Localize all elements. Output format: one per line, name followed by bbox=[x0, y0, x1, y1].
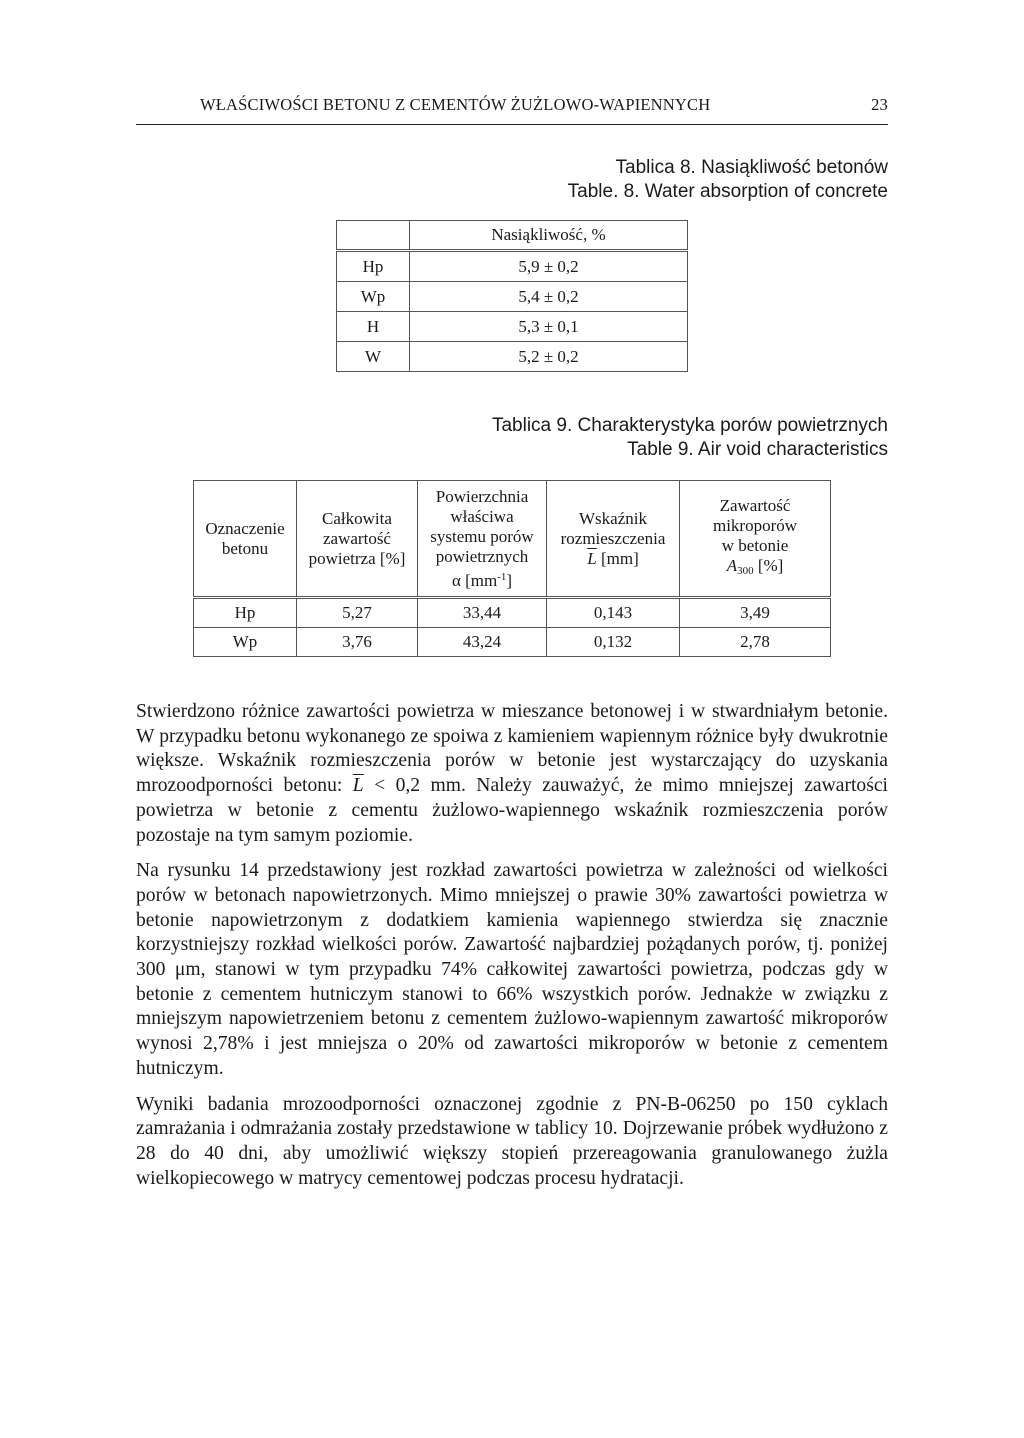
table8-caption-en: Table. 8. Water absorption of concrete bbox=[567, 181, 888, 202]
table-row bbox=[337, 342, 688, 372]
table9-header-spacing-factor: Wskaźnik rozmieszczenia $\overline{L}$ [mm] bbox=[547, 481, 680, 598]
table9-cell: 33,44 bbox=[418, 598, 547, 628]
table-row bbox=[337, 251, 688, 282]
table-row bbox=[337, 282, 688, 312]
table8-label: W bbox=[337, 342, 410, 372]
table8-caption-pl: Tablica 8. Nasiąkliwość betonów bbox=[615, 157, 888, 178]
table8-value: 5,2 ± 0,2 bbox=[410, 342, 688, 372]
table9-header-specific-surface: Powierzchnia właściwa systemu porów powietrznych α $[mm^{-1}]$ bbox=[418, 481, 547, 598]
header-rule bbox=[136, 124, 888, 125]
table9-cell: 0,143 bbox=[547, 598, 680, 628]
body-text bbox=[136, 700, 888, 1202]
table9-cell: Hp bbox=[194, 598, 297, 628]
table9-cell: 43,24 bbox=[418, 628, 547, 657]
page-number: 23 bbox=[871, 95, 888, 114]
table-row bbox=[194, 598, 831, 628]
paragraph-2: Na rysunku 14 przedstawiony jest rozkład zawartości powietrza w zależności od wielkości porów w betonach napowietrzonych. Mimo mniejszej o prawie 30% zawartości powietrza w betonie napowietrzonym z dodatkiem kamienia wapiennego stwierdza się znacznie korzystniejszy rozkład wielkości porów. Zawartość najbardziej pożądanych porów, tj. poniżej 300 μm, stanowi w tym przypadku 74% całkowitej zawartości powietrza, podczas gdy w betonie z cementem hutniczym stanowi to 66% wszystkich porów. Jednakże w związku z mniejszym napowietrzeniem betonu z cementem żużlowo-wapiennym zawartość mikroporów wynosi 2,78% i jest mniejsza o 20% od zawartości mikroporów w betonie z cementem hutniczym. bbox=[136, 860, 888, 1079]
table9-caption-pl: Tablica 9. Charakterystyka porów powietrznych bbox=[491, 415, 888, 436]
paragraph-3: Wyniki badania mrozoodporności oznaczonej zgodnie z PN-B-06250 po 150 cyklach zamrażania i odmrażania zostały przedstawione w tablicy 10. Dojrzewanie próbek wydłużono z 28 do 40 dni, aby umożliwić większy stopień przereagowania granulowanego żużla wielkopiecowego w matrycy cementowej podczas procesu hydratacji. bbox=[136, 1093, 888, 1189]
table9 bbox=[193, 480, 831, 657]
table8 bbox=[336, 220, 688, 372]
paragraph-1: Stwierdzono różnice zawartości powietrza w mieszance betonowej i w stwardniałym betonie. W przypadku betonu wykonanego ze spoiwa z kamieniem wapiennym różnice były dwukrotnie większe. Wskaźnik rozmieszczenia porów w betonie jest wystarczający do uzyskania mrozoodporności betonu: $\overline{L} < 0,2$ mm. Należy zauważyć, że mimo mniejszej zawartości powietrza w betonie z cementu żużlowo-wapiennego wskaźnik rozmieszczenia porów pozostaje na tym samym poziomie. bbox=[136, 701, 888, 846]
table9-cell: 0,132 bbox=[547, 628, 680, 657]
table9-cell: 3,76 bbox=[297, 628, 418, 657]
table9-header-micropores: Zawartość mikroporów w betonie $A_{300}$ [%] bbox=[680, 481, 831, 598]
table9-cell: Wp bbox=[194, 628, 297, 657]
table9-caption-en: Table 9. Air void characteristics bbox=[627, 439, 888, 460]
table9-cell: 2,78 bbox=[680, 628, 831, 657]
table8-label: Wp bbox=[337, 282, 410, 312]
table8-value: 5,4 ± 0,2 bbox=[410, 282, 688, 312]
running-title: WŁAŚCIWOŚCI BETONU Z CEMENTÓW ŻUŻLOWO-WAPIENNYCH bbox=[200, 95, 711, 114]
table-row bbox=[194, 628, 831, 657]
table9-header-total-air: Całkowita zawartość powietrza [%] bbox=[297, 481, 418, 598]
table9-cell: 5,27 bbox=[297, 598, 418, 628]
table-row bbox=[337, 312, 688, 342]
table9-header-designation: Oznaczenie betonu bbox=[194, 481, 297, 598]
table9-caption bbox=[492, 414, 888, 462]
table9-cell: 3,49 bbox=[680, 598, 831, 628]
table8-header: Nasiąkliwość, % bbox=[410, 221, 688, 251]
table8-corner-cell bbox=[337, 221, 410, 251]
table8-value: 5,9 ± 0,2 bbox=[410, 251, 688, 282]
table8-value: 5,3 ± 0,1 bbox=[410, 312, 688, 342]
table8-label: H bbox=[337, 312, 410, 342]
table8-label: Hp bbox=[337, 251, 410, 282]
table8-caption bbox=[568, 156, 888, 204]
